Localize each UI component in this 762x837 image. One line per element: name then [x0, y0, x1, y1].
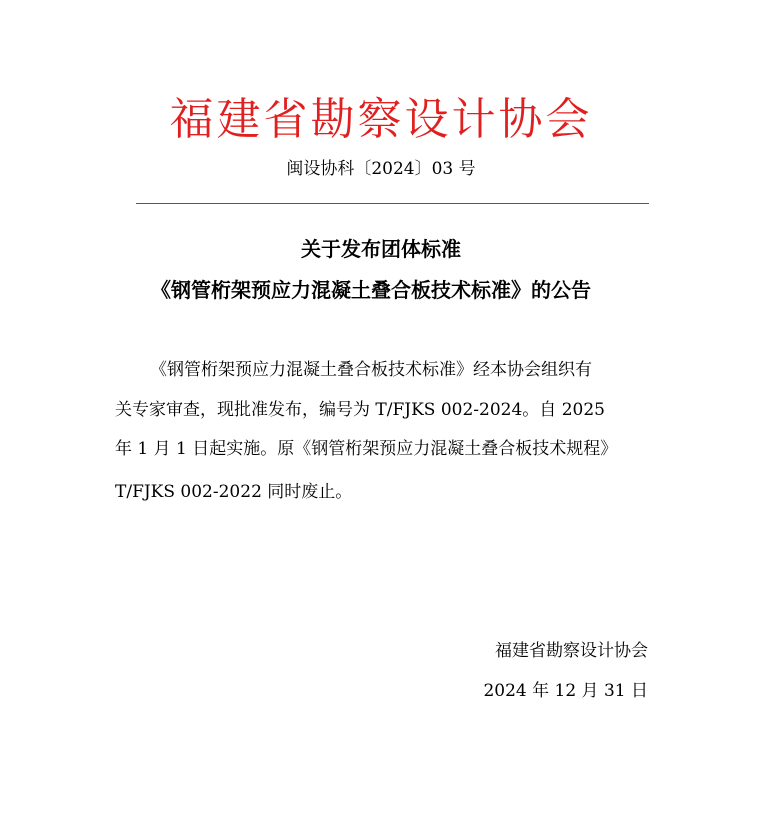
signature-organization: 福建省勘察设计协会	[495, 641, 648, 661]
body-text-line: 《钢管桁架预应力混凝土叠合板技术标准》经本协会组织有	[150, 360, 592, 380]
organization-header: 福建省勘察设计协会	[169, 94, 593, 145]
announcement-title-line-2: 《钢管桁架预应力混凝土叠合板技术标准》的公告	[151, 278, 591, 302]
header-divider	[136, 203, 649, 204]
announcement-title-line-1: 关于发布团体标准	[301, 237, 461, 261]
signature-date: 2024 年 12 月 31 日	[483, 681, 648, 701]
body-text-line: 关专家审查，现批准发布，编号为 T/FJKS 002-2024。自 2025	[115, 400, 605, 420]
document-number: 闽设协科〔2024〕03 号	[286, 159, 476, 179]
body-text-line: T/FJKS 002-2022 同时废止。	[115, 482, 353, 502]
body-text-line: 年 1 月 1 日起实施。原《钢管桁架预应力混凝土叠合板技术规程》	[115, 439, 618, 459]
